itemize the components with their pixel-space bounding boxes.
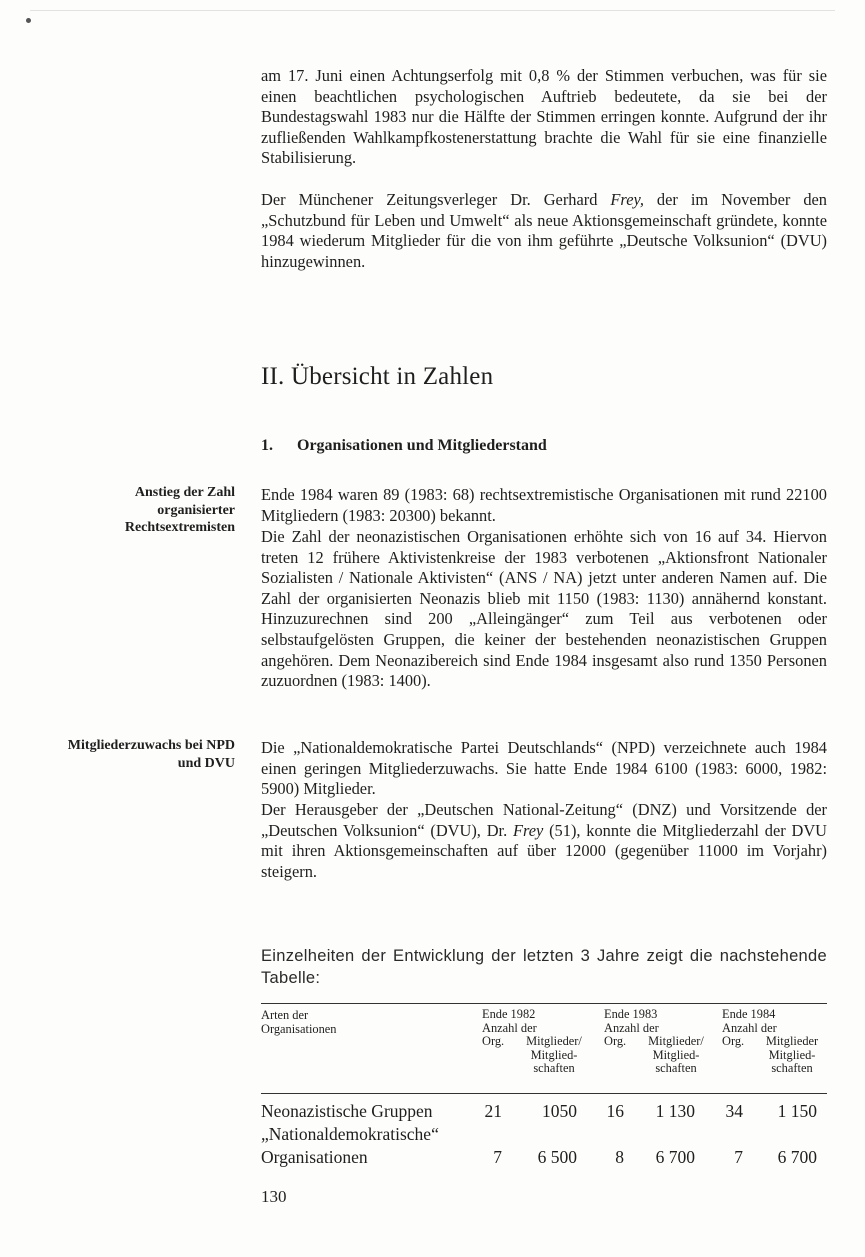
subsection-heading (261, 437, 547, 455)
table-header-ende-1984: Ende 1984 Anzahl der (722, 1007, 777, 1035)
table-header-arten: Arten der Organisationen (261, 1008, 337, 1036)
table-cell-mitglieder-1983: 6 700 (655, 1147, 695, 1167)
scan-mark (26, 18, 31, 23)
table-header-org-1984: Org. (722, 1034, 745, 1048)
paragraph-dvu-end: (51), konnte die Mitgliederzahl der DVU mit ihren Aktionsgemeinschaften auf über 12000 (gegenüber 11000 im Vorjahr) steigern. (261, 820, 827, 881)
paragraph-frey-end: der im November den „Schutzbund für Leben und Umwelt“ als neue Aktionsgemeinschaft gründete, konnte 1984 wiederum Mitglieder für die von ihm geführte „Deutsche Volksunion“ (DVU) hinzugewinnen. (261, 190, 827, 271)
table-header-ende-1982: Ende 1982 Anzahl der (482, 1007, 537, 1035)
subsection-number: 1. (261, 437, 273, 454)
table-header-rule (261, 1093, 827, 1094)
paragraph-frey-start: Der Münchener Zeitungsverleger Dr. Gerhard (261, 190, 611, 209)
table-header-org-1983: Org. (604, 1034, 627, 1048)
table-row-label: Neonazistische Gruppen (261, 1101, 433, 1121)
table-cell-mitglieder-1984: 1 150 (777, 1101, 817, 1121)
table-cell-org-1983: 8 (615, 1147, 624, 1167)
table-header-mitglieder-1984: Mitglieder Mitglied- schaften (765, 1034, 819, 1075)
table-cell-mitglieder-1982: 6 500 (537, 1147, 577, 1167)
margin-note-mitgliederzuwachs: Mitgliederzuwachs bei NPD und DVU (67, 738, 235, 771)
table-intro: Einzelheiten der Entwicklung der letzten 3 Jahre zeigt die nachstehende Tabelle: (261, 947, 827, 987)
scan-top-rule (30, 10, 835, 11)
table-cell-org-1984: 34 (725, 1101, 743, 1121)
table-cell-org-1982: 21 (484, 1101, 502, 1121)
paragraph-dvu-start: Der Herausgeber der „Deutschen National-Zeitung“ (DNZ) und Vorsitzende der „Deutschen Volksunion“ (DVU), Dr. (261, 800, 827, 840)
person-name-frey: Frey, (610, 190, 644, 209)
table-cell-mitglieder-1982: 1050 (542, 1101, 577, 1121)
table-top-rule (261, 1003, 827, 1004)
page-number: 130 (261, 1187, 287, 1206)
paragraph-dvu (261, 800, 827, 882)
table-cell-org-1983: 16 (606, 1101, 624, 1121)
paragraph-intro: am 17. Juni einen Achtungserfolg mit 0,8 % der Stimmen verbuchen, was für sie einen beachtlichen psychologischen Auftrieb bedeutete, da sie bei der Bundestagswahl 1983 nur die Hälfte der Stimmen erringen konnte. Aufgrund der ihr zufließenden Wahlkampfkostenerstattung brachte die Wahl für sie eine finanzielle Stabilisierung. (261, 66, 827, 168)
table-row-label: „Nationaldemokratische“ (261, 1124, 439, 1144)
table-header-org-1982: Org. (482, 1034, 505, 1048)
table-header-mitglieder-1983: Mitglieder/ Mitglied- schaften (648, 1034, 704, 1075)
table-header-mitglieder-1982: Mitglieder/ Mitglied- schaften (526, 1034, 582, 1075)
table-cell-org-1982: 7 (493, 1147, 502, 1167)
paragraph-frey (261, 190, 827, 272)
paragraph-neonazis: Die Zahl der neonazistischen Organisationen erhöhte sich von 16 auf 34. Hiervon treten 12 frühere Aktivistenkreise der 1983 verbotenen „Aktionsfront Nationaler Sozialisten / Nationale Aktivisten“ (ANS / NA) jetzt unter anderen Namen auf. Die Zahl der organisierten Neonazis blieb mit 1150 (1983: 1130) annähernd konstant. Hinzuzurechnen sind 200 „Alleingänger“ zum Teil aus verbotenen oder selbstaufgelösten Gruppen, die keiner der bestehenden neonazistischen Gruppen angehören. Dem Neonazibereich sind Ende 1984 insgesamt also rund 1350 Personen zuzuordnen (1983: 1400). (261, 527, 827, 691)
table-cell-mitglieder-1983: 1 130 (655, 1101, 695, 1121)
table-cell-org-1984: 7 (734, 1147, 743, 1167)
table-row-label: Organisationen (261, 1147, 368, 1167)
paragraph-organisationen: Ende 1984 waren 89 (1983: 68) rechtsextremistische Organisationen mit rund 22100 Mitgliedern (1983: 20300) bekannt. (261, 485, 827, 525)
subsection-title: Organisationen und Mitgliederstand (297, 437, 547, 454)
margin-note-anstieg: Anstieg der Zahl organisierter Rechtsextremisten (124, 485, 235, 535)
paragraph-npd: Die „Nationaldemokratische Partei Deutschlands“ (NPD) verzeichnete auch 1984 einen geringen Mitgliederzuwachs. Sie hatte Ende 1984 6100 (1983: 6000, 1982: 5900) Mitglieder. (261, 738, 827, 799)
section-title: II. Übersicht in Zahlen (261, 363, 494, 390)
person-name-frey-2: Frey (512, 820, 544, 840)
table-cell-mitglieder-1984: 6 700 (777, 1147, 817, 1167)
table-header-ende-1983: Ende 1983 Anzahl der (604, 1007, 659, 1035)
